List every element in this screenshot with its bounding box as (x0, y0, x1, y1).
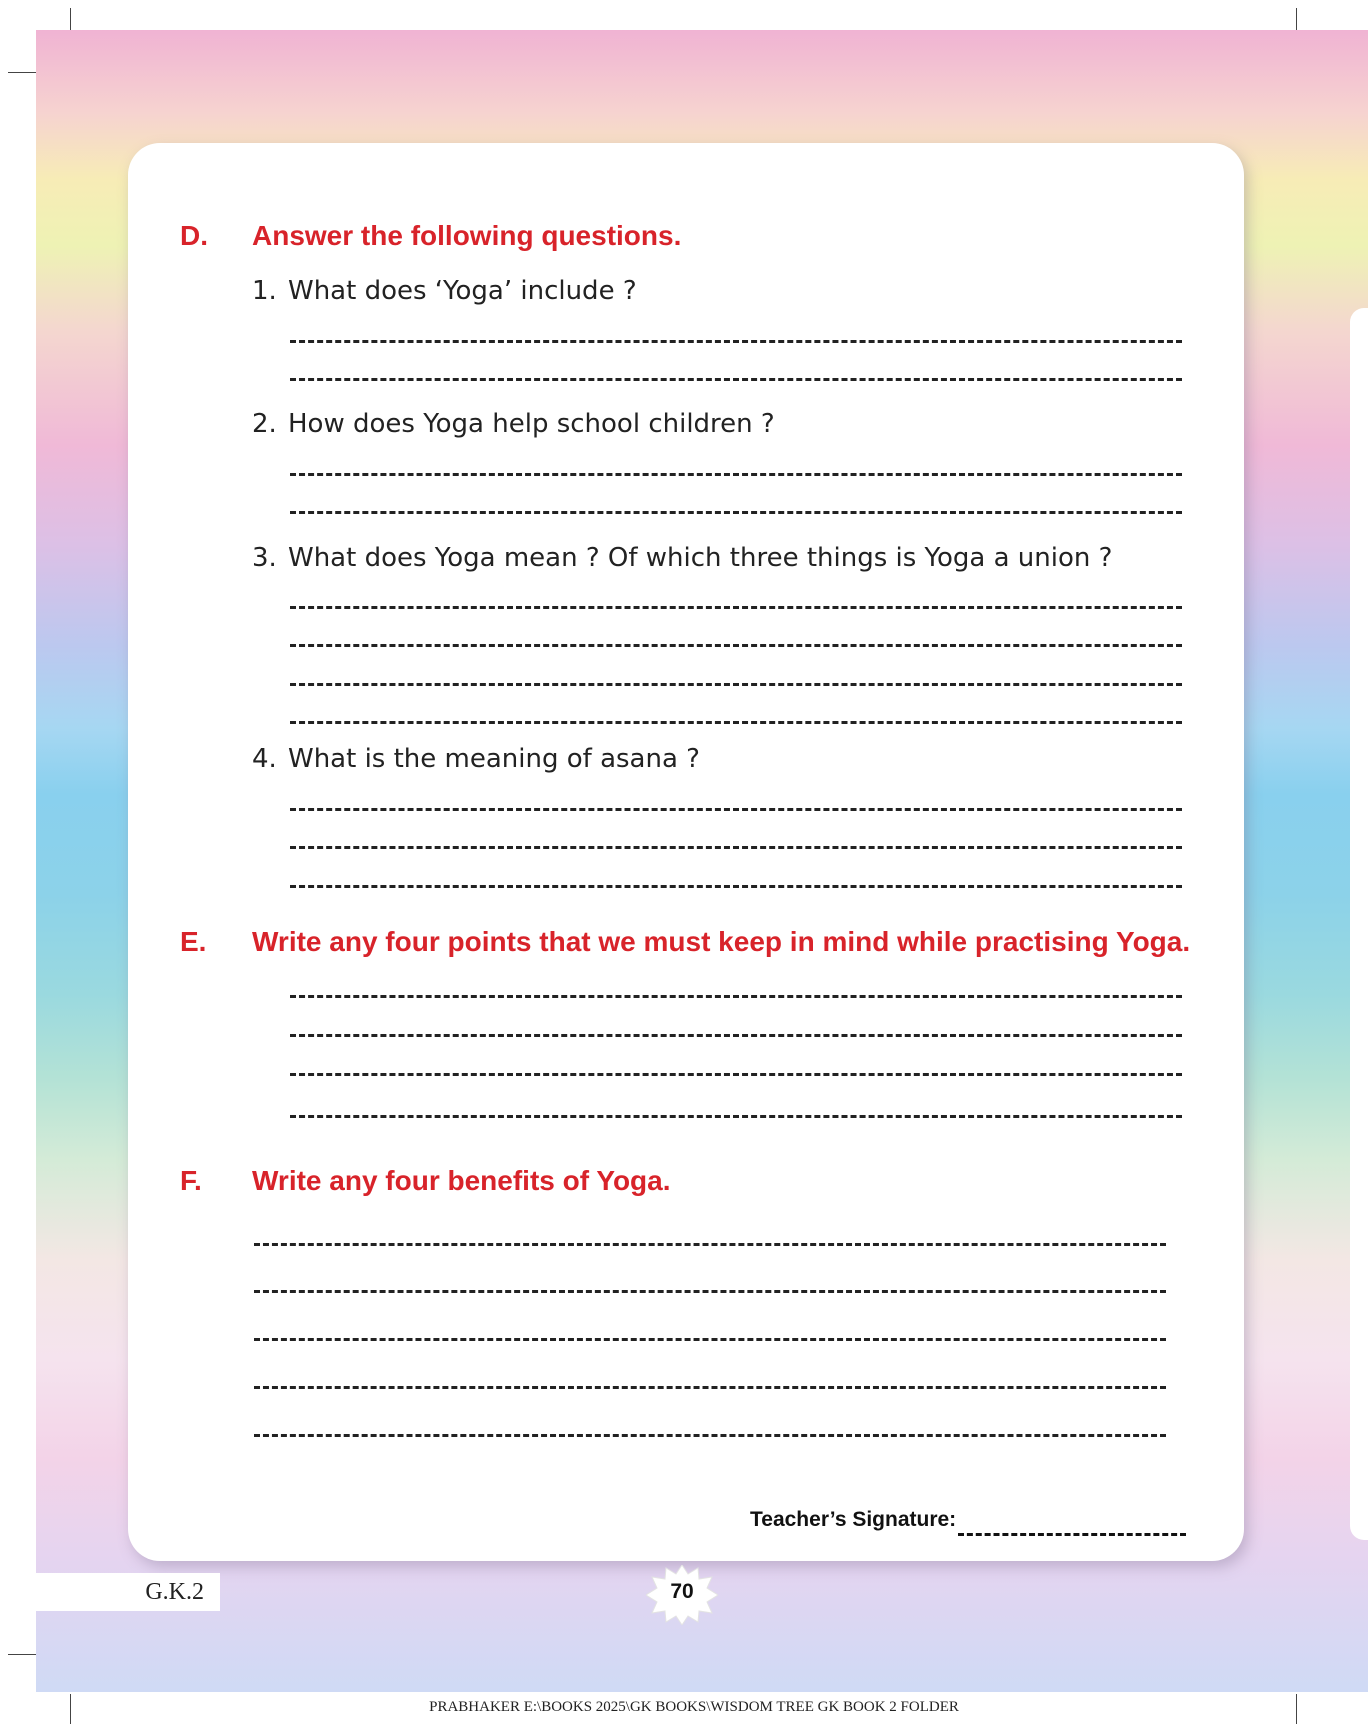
section-d-title: Answer the following questions. (252, 220, 682, 251)
answer-line[interactable] (290, 1073, 1182, 1076)
crop-mark (8, 72, 36, 73)
answer-line[interactable] (290, 511, 1182, 514)
question-number: 1. (252, 276, 277, 306)
answer-line[interactable] (290, 378, 1182, 381)
question-1 (252, 276, 637, 306)
question-number: 3. (252, 543, 277, 573)
teacher-signature-label: Teacher’s Signature: (750, 1508, 957, 1531)
answer-line[interactable] (254, 1338, 1166, 1341)
answer-line[interactable] (290, 1034, 1182, 1037)
answer-line[interactable] (290, 683, 1182, 686)
answer-line[interactable] (254, 1243, 1166, 1246)
footer-path: PRABHAKER E:\BOOKS 2025\GK BOOKS\WISDOM TREE GK BOOK 2 FOLDER (429, 1699, 959, 1715)
answer-line[interactable] (290, 995, 1182, 998)
book-code-box (36, 1573, 220, 1611)
question-4 (252, 744, 700, 774)
answer-line[interactable] (290, 885, 1182, 888)
answer-line[interactable] (290, 721, 1182, 724)
answer-line[interactable] (290, 808, 1182, 811)
section-f-title: Write any four benefits of Yoga. (252, 1165, 671, 1196)
question-text: How does Yoga help school children ? (288, 409, 775, 439)
question-3 (252, 543, 1112, 573)
answer-line[interactable] (254, 1386, 1166, 1389)
answer-line[interactable] (254, 1290, 1166, 1293)
question-number: 2. (252, 409, 277, 439)
section-e-letter: E. (180, 926, 207, 957)
crop-mark (8, 1654, 36, 1655)
answer-line[interactable] (290, 606, 1182, 609)
section-f-letter: F. (180, 1165, 202, 1196)
answer-line[interactable] (290, 473, 1182, 476)
answer-line[interactable] (254, 1434, 1166, 1437)
section-e-title: Write any four points that we must keep in mind while practising Yoga. (252, 926, 1191, 957)
signature-line[interactable] (958, 1533, 1186, 1536)
answer-line[interactable] (290, 1115, 1182, 1118)
question-number: 4. (252, 744, 277, 774)
question-text: What does Yoga mean ? Of which three things is Yoga a union ? (288, 543, 1113, 573)
question-text: What is the meaning of asana ? (288, 744, 700, 774)
page-number: 70 (670, 1580, 694, 1603)
answer-line[interactable] (290, 846, 1182, 849)
answer-line[interactable] (290, 340, 1182, 343)
answer-line[interactable] (290, 644, 1182, 647)
question-text: What does ‘Yoga’ include ? (288, 276, 637, 306)
book-code: G.K.2 (145, 1579, 204, 1605)
side-tab (1350, 308, 1368, 1540)
question-2 (252, 409, 775, 439)
section-d-letter: D. (180, 220, 208, 251)
worksheet-card (128, 143, 1244, 1561)
